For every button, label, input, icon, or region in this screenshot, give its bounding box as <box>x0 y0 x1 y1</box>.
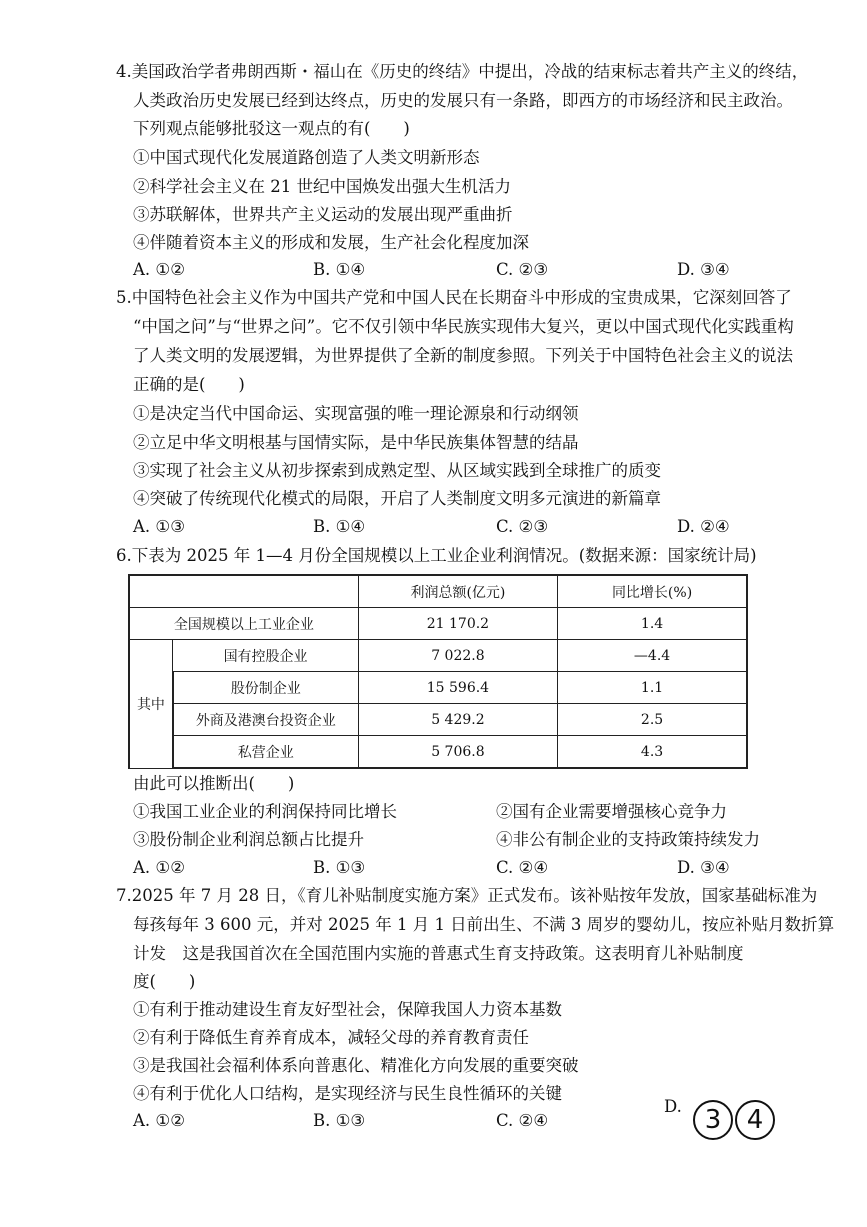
q4-stem: 下列观点能够批驳这一观点的有( ) <box>133 119 410 138</box>
q6-option-b: B. ①③ <box>313 858 366 877</box>
q7-option-d: D. <box>664 1097 682 1116</box>
q5-option-a: A. ①③ <box>133 517 185 536</box>
q7-item-4: ④有利于优化人口结构，是实现经济与民生良性循环的关键 <box>133 1084 562 1103</box>
q4-option-b: B. ①④ <box>313 260 366 279</box>
q5-option-b: B. ①④ <box>313 517 366 536</box>
table-group-label: 其中 <box>129 640 173 769</box>
q4-item-3: ③苏联解体，世界共产主义运动的发展出现严重曲折 <box>133 205 513 224</box>
q4-option-d: D. ③④ <box>677 260 730 279</box>
table-cell-growth: 1.1 <box>558 672 747 704</box>
table-cell-category: 外商及港澳台投资企业 <box>173 704 358 736</box>
q4-option-a: A. ①② <box>133 260 185 279</box>
q4-line-1: 4.美国政治学者弗朗西斯・福山在《历史的终结》中提出，冷战的结束标志着共产主义的终结， <box>116 62 809 81</box>
q4-item-1: ①中国式现代化发展道路创造了人类文明新形态 <box>133 148 480 167</box>
table-cell-growth: —4.4 <box>558 640 747 672</box>
table-cell-growth: 4.3 <box>558 736 747 769</box>
table-row <box>129 640 747 672</box>
q6-option-d: D. ③④ <box>677 858 730 877</box>
q6-item-1: ①我国工业企业的利润保持同比增长 <box>133 802 397 821</box>
table-header-profit: 利润总额(亿元) <box>358 575 557 608</box>
q7-line-2: 每孩每年 3 600 元，并对 2025 年 1 月 1 日前出生、不满 3 周岁的婴幼儿，按应补贴月数折算 <box>133 915 835 934</box>
q4-line-2: 人类政治历史发展已经到达终点，历史的发展只有一条路，即西方的市场经济和民主政治。 <box>133 91 793 110</box>
q4-item-2: ②科学社会主义在 21 世纪中国焕发出强大生机活力 <box>133 177 511 196</box>
profit-table <box>128 574 748 769</box>
q7-item-2: ②有利于降低生育养育成本，减轻父母的养育教育责任 <box>133 1028 529 1047</box>
table-cell-category: 私营企业 <box>173 736 358 769</box>
q7-line-1: 7.2025 年 7 月 28 日，《育儿补贴制度实施方案》正式发布。该补贴按年发放，国家基础标准为 <box>116 886 818 905</box>
q7-option-a: A. ①② <box>133 1111 185 1130</box>
q6-item-2: ②国有企业需要增强核心竞争力 <box>496 802 727 821</box>
table-cell-category: 国有控股企业 <box>173 640 358 672</box>
q5-item-2: ②立足中华文明根基与国情实际，是中华民族集体智慧的结晶 <box>133 433 579 452</box>
table-header-growth: 同比增长(%) <box>558 575 747 608</box>
table-cell-profit: 5 429.2 <box>358 704 557 736</box>
q7-circled-three: 3 <box>693 1100 733 1140</box>
q7-stem: 度( ) <box>133 972 196 991</box>
q6-intro: 6.下表为 2025 年 1—4 月份全国规模以上工业企业利润情况。(数据来源：国家统计局) <box>116 546 757 565</box>
q7-line-3: 计发 这是我国首次在全国范围内实施的普惠式生育支持政策。这表明育儿补贴制度 <box>133 944 744 963</box>
table-cell-profit: 7 022.8 <box>358 640 557 672</box>
q6-item-3: ③股份制企业利润总额占比提升 <box>133 830 364 849</box>
q7-circled-four: 4 <box>735 1100 775 1140</box>
table-header-blank <box>129 575 358 608</box>
table-cell-profit: 5 706.8 <box>358 736 557 769</box>
table-cell-category: 股份制企业 <box>173 672 358 704</box>
table-cell-profit: 15 596.4 <box>358 672 557 704</box>
q5-item-4: ④突破了传统现代化模式的局限，开启了人类制度文明多元演进的新篇章 <box>133 489 661 508</box>
table-cell-growth: 1.4 <box>558 608 747 640</box>
table-row <box>129 608 747 640</box>
q6-item-4: ④非公有制企业的支持政策持续发力 <box>496 830 760 849</box>
table-row <box>129 704 747 736</box>
q6-option-a: A. ①② <box>133 858 185 877</box>
q5-line-2: “中国之问”与“世界之问”。它不仅引领中华民族实现伟大复兴，更以中国式现代化实践重构 <box>133 317 794 336</box>
q7-option-b: B. ①③ <box>313 1111 366 1130</box>
q5-option-d: D. ②④ <box>677 517 730 536</box>
table-header-row <box>129 575 747 608</box>
q7-option-c: C. ②④ <box>496 1111 549 1130</box>
q5-stem: 正确的是( ) <box>133 375 245 394</box>
table-cell-category: 全国规模以上工业企业 <box>129 608 358 640</box>
q4-option-c: C. ②③ <box>496 260 549 279</box>
q5-option-c: C. ②③ <box>496 517 549 536</box>
q4-item-4: ④伴随着资本主义的形成和发展，生产社会化程度加深 <box>133 233 529 252</box>
q5-item-1: ①是决定当代中国命运、实现富强的唯一理论源泉和行动纲领 <box>133 404 579 423</box>
table-row <box>129 736 747 769</box>
table-cell-profit: 21 170.2 <box>358 608 557 640</box>
q6-stem: 由此可以推断出( ) <box>133 774 295 793</box>
q5-line-1: 5.中国特色社会主义作为中国共产党和中国人民在长期奋斗中形成的宝贵成果，它深刻回答了 <box>116 288 792 307</box>
q5-item-3: ③实现了社会主义从初步探索到成熟定型、从区域实践到全球推广的质变 <box>133 461 661 480</box>
table-row <box>129 672 747 704</box>
q7-item-1: ①有利于推动建设生育友好型社会，保障我国人力资本基数 <box>133 1000 562 1019</box>
table-cell-growth: 2.5 <box>558 704 747 736</box>
q7-item-3: ③是我国社会福利体系向普惠化、精准化方向发展的重要突破 <box>133 1056 579 1075</box>
q6-option-c: C. ②④ <box>496 858 549 877</box>
q5-line-3: 了人类文明的发展逻辑，为世界提供了全新的制度参照。下列关于中国特色社会主义的说法 <box>133 346 793 365</box>
